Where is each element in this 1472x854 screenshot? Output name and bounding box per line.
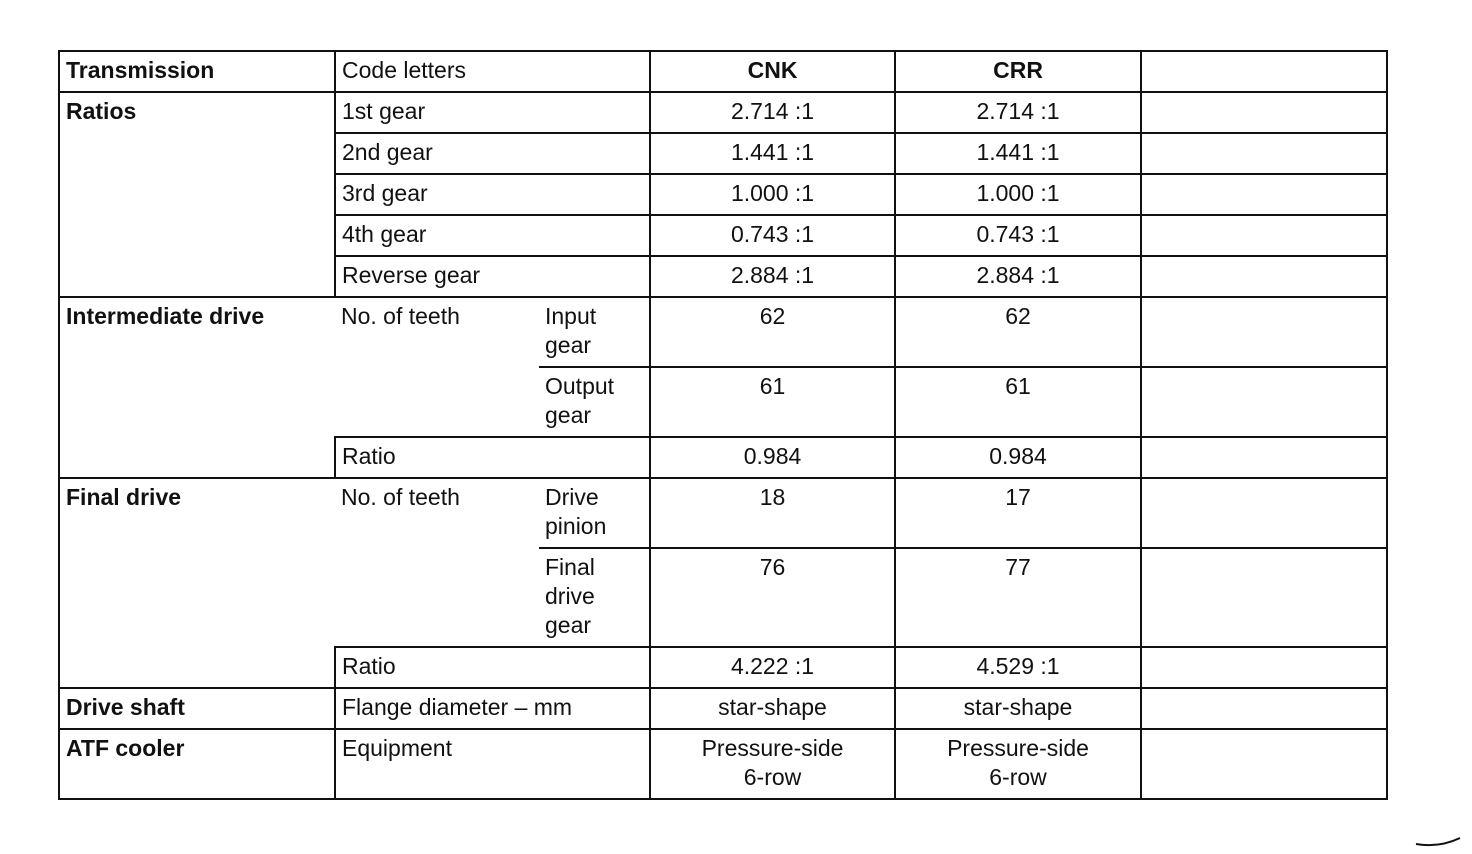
cell-crr: 61 — [895, 367, 1141, 437]
group-label-final-drive: Final drive — [59, 478, 335, 688]
cell-empty — [1141, 729, 1387, 799]
cell-cnk — [650, 729, 895, 799]
cell-empty — [1141, 647, 1387, 688]
cell-cnk: 0.743 :1 — [650, 215, 895, 256]
group-label-transmission: Transmission — [59, 51, 335, 92]
table-row — [59, 688, 1387, 729]
param-label-teeth: No. of teeth — [335, 297, 539, 437]
cell-line: 6-row — [989, 764, 1047, 790]
table-row — [59, 729, 1387, 799]
transmission-spec-table — [58, 50, 1388, 800]
row-label: 1st gear — [335, 92, 650, 133]
column-header-empty — [1141, 51, 1387, 92]
cell-cnk: 2.714 :1 — [650, 92, 895, 133]
row-label-equipment: Equipment — [335, 729, 650, 799]
cell-crr: 0.743 :1 — [895, 215, 1141, 256]
cell-crr: 17 — [895, 478, 1141, 548]
cell-crr: 1.000 :1 — [895, 174, 1141, 215]
cell-line: Pressure-side — [701, 735, 844, 761]
group-label-intermediate-drive: Intermediate drive — [59, 297, 335, 478]
page-mark-icon — [1414, 834, 1464, 848]
row-label-ratio: Ratio — [335, 437, 650, 478]
param-label-teeth: No. of teeth — [335, 478, 539, 647]
sub-label-output-gear: Output gear — [539, 367, 650, 437]
cell-crr: 62 — [895, 297, 1141, 367]
cell-empty — [1141, 548, 1387, 647]
group-label-ratios: Ratios — [59, 92, 335, 297]
row-label: 4th gear — [335, 215, 650, 256]
cell-crr: 1.441 :1 — [895, 133, 1141, 174]
cell-line: Pressure-side — [947, 735, 1089, 761]
table-row — [59, 51, 1387, 92]
group-label-atf-cooler: ATF cooler — [59, 729, 335, 799]
cell-line: 6-row — [743, 764, 802, 790]
cell-empty — [1141, 297, 1387, 367]
cell-cnk: 0.984 — [650, 437, 895, 478]
cell-cnk: 18 — [650, 478, 895, 548]
cell-cnk: 1.000 :1 — [650, 174, 895, 215]
cell-empty — [1141, 367, 1387, 437]
cell-empty — [1141, 256, 1387, 297]
table-row — [59, 297, 1387, 367]
cell-cnk: star-shape — [650, 688, 895, 729]
column-header-cnk: CNK — [650, 51, 895, 92]
cell-empty — [1141, 688, 1387, 729]
row-label-flange-diameter: Flange diameter – mm — [335, 688, 650, 729]
cell-empty — [1141, 174, 1387, 215]
group-label-drive-shaft: Drive shaft — [59, 688, 335, 729]
cell-empty — [1141, 215, 1387, 256]
cell-empty — [1141, 478, 1387, 548]
cell-empty — [1141, 92, 1387, 133]
table-row — [59, 92, 1387, 133]
cell-empty — [1141, 133, 1387, 174]
cell-cnk: 62 — [650, 297, 895, 367]
sub-label-input-gear: Input gear — [539, 297, 650, 367]
row-label-ratio: Ratio — [335, 647, 650, 688]
cell-empty — [1141, 437, 1387, 478]
cell-crr: 77 — [895, 548, 1141, 647]
cell-crr: 2.884 :1 — [895, 256, 1141, 297]
cell-crr: star-shape — [895, 688, 1141, 729]
cell-cnk: 61 — [650, 367, 895, 437]
cell-crr: 4.529 :1 — [895, 647, 1141, 688]
cell-crr: 2.714 :1 — [895, 92, 1141, 133]
row-label: Reverse gear — [335, 256, 650, 297]
param-label-code-letters: Code letters — [335, 51, 650, 92]
cell-cnk: 1.441 :1 — [650, 133, 895, 174]
column-header-crr: CRR — [895, 51, 1141, 92]
cell-cnk: 4.222 :1 — [650, 647, 895, 688]
sub-label-drive-pinion: Drive pinion — [539, 478, 650, 548]
cell-cnk: 2.884 :1 — [650, 256, 895, 297]
cell-crr: 0.984 — [895, 437, 1141, 478]
cell-cnk: 76 — [650, 548, 895, 647]
sub-label-final-drive-gear: Final drive gear — [539, 548, 650, 647]
table-row — [59, 478, 1387, 548]
cell-crr — [895, 729, 1141, 799]
row-label: 2nd gear — [335, 133, 650, 174]
row-label: 3rd gear — [335, 174, 650, 215]
